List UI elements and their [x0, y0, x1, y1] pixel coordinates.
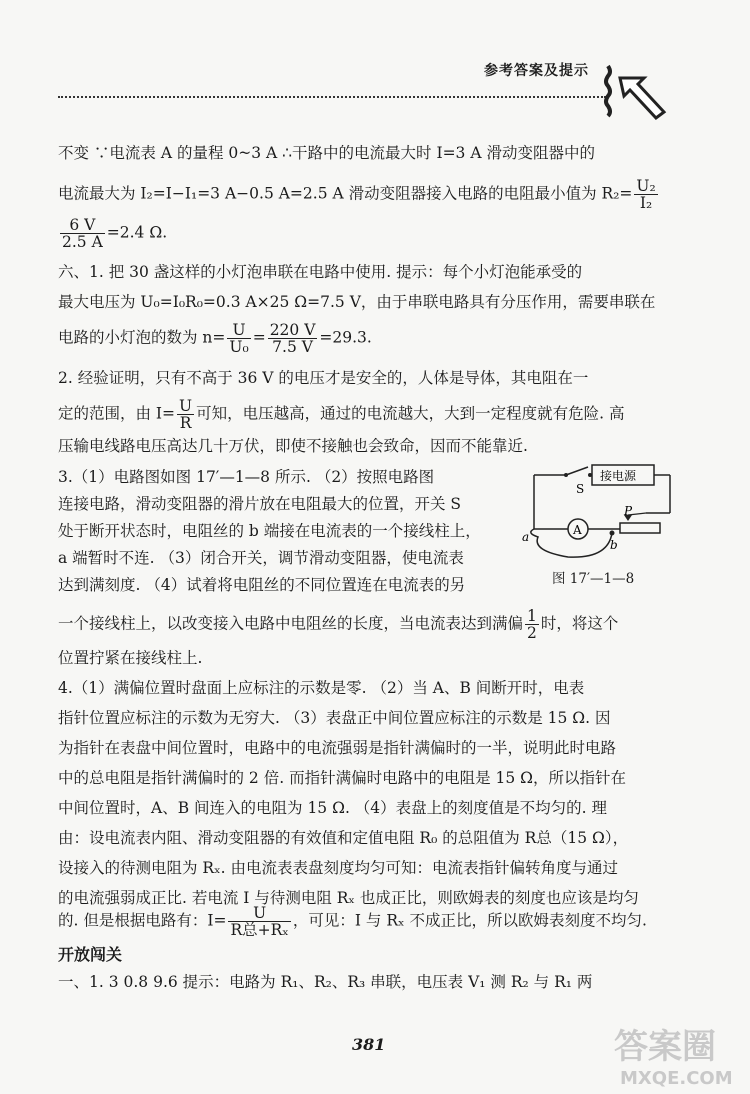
fraction: [525, 608, 539, 641]
text-line: 2. 经验证明，只有不高于 36 V 的电压才是安全的，人体是导体，其电阻在一: [58, 369, 589, 387]
fraction-num: U: [179, 397, 193, 415]
text-segment: 的. 但是根据电路有：I=: [58, 911, 227, 930]
fraction-den: R总+Rₓ: [230, 921, 289, 939]
text-line: [58, 905, 688, 938]
text-line: 由：设电流表内阻、滑动变阻器的有效值和定值电阻 R₀ 的总阻值为 R总（15 Ω），: [58, 829, 629, 847]
fraction-num: U: [228, 905, 290, 922]
header-title: 参考答案及提示: [484, 63, 589, 79]
text-segment: 电路的小灯泡的数为 n=: [58, 328, 226, 347]
text-segment: 时，将这个: [540, 614, 619, 633]
text-line: [58, 178, 688, 211]
watermark-logo: [606, 1020, 736, 1090]
fraction-num: 6 V: [60, 217, 105, 234]
text-line: 中间位置时，A、B 间连入的电阻为 15 Ω. （4）表盘上的刻度值是不均匀的. 理: [58, 799, 608, 817]
text-segment: 电流最大为 I₂=I−I₁=3 A−0.5 A=2.5 A 滑动变阻器接入电路的电阻最小值为 R₂=: [58, 184, 633, 203]
page-number: 381: [352, 1035, 386, 1054]
fraction: [634, 178, 657, 211]
power-source-label: 接电源: [600, 469, 637, 483]
text-segment: 可知，电压越高，通过的电流越大，大到一定程度就有危险. 高: [196, 404, 625, 423]
fraction-num: 1: [527, 607, 537, 625]
text-line: 位置拧紧在接线柱上.: [58, 649, 203, 667]
fraction-num: 220 V: [269, 321, 316, 339]
terminal-b-label: b: [610, 538, 618, 552]
fraction-num: U: [227, 322, 250, 339]
fraction-den: U₀: [229, 338, 249, 356]
text-segment: 一个接线柱上，以改变接入电路中电阻丝的长度，当电流表达到满偏: [58, 614, 524, 633]
figure-caption: 图 17′—1—8: [552, 571, 635, 587]
resistance-wire: [531, 529, 612, 557]
text-line: 最大电压为 U₀=I₀R₀=0.3 A×25 Ω=7.5 V，由于串联电路具有分压作用，需要串联在: [58, 293, 656, 311]
text-line: [58, 608, 688, 641]
text-line: 压输电线路电压高达几十万伏，即使不接触也会致命，因而不能靠近.: [58, 437, 528, 455]
text-line: 一、1. 3 0.8 9.6 提示：电路为 R₁、R₂、R₃ 串联，电压表 V₁ 测 R₂ 与 R₁ 两: [58, 973, 593, 991]
fraction: [268, 322, 318, 355]
terminal-a-label: a: [522, 530, 530, 544]
page-header: [0, 0, 750, 120]
text-segment: =29.3.: [319, 328, 372, 347]
text-segment: 定的范围，由 I=: [58, 404, 176, 423]
text-line: a 端暂时不连. （3）闭合开关，调节滑动变阻器，使电流表: [58, 549, 464, 567]
circuit-diagram: [520, 463, 680, 563]
section-title: 开放闯关: [58, 945, 123, 964]
text-line: 电路的小灯泡的数为 n= $\frac{U}{\text{U₀}}$ = $\frac{220 V}{7.5 V}$ =29.3.: [58, 321, 372, 356]
rheostat: [620, 523, 660, 533]
fraction-den: 7.5 V: [272, 338, 313, 356]
text-line: 达到满刻度. （4）试着将电阻丝的不同位置连在电流表的另: [58, 576, 466, 594]
text-line: 六、1. 把 30 盏这样的小灯泡串联在电路中使用. 提示：每个小灯泡能承受的: [58, 263, 583, 281]
text-line: [58, 217, 688, 250]
fraction: [177, 398, 194, 431]
text-line: 指针位置应标注的示数为无穷大. （3）表盘正中间位置应标注的示数是 15 Ω. 因: [58, 709, 611, 727]
text-line: 中的总电阻是指针满偏时的 2 倍. 而指针满偏时电路中的电阻是 15 Ω，所以指针在: [58, 769, 627, 787]
fraction-den: 2.5 A: [62, 233, 103, 251]
switch-icon: [566, 467, 588, 475]
fraction: [228, 905, 290, 938]
text-segment: =2.4 Ω.: [106, 223, 168, 242]
fraction: [60, 217, 105, 250]
fraction-den: R: [179, 414, 192, 432]
fraction-num: U₂: [636, 177, 656, 195]
text-line: 不变 ∵电流表 A 的量程 0~3 A ∴干路中的电流最大时 I=3 A 滑动变阻器中的: [58, 144, 595, 162]
fraction: [227, 322, 250, 355]
text-line: 4.（1）满偏位置时盘面上应标注的示数是零. （2）当 A、B 间断开时，电表: [58, 679, 585, 697]
watermark-text: 答案圈: [614, 1027, 716, 1067]
text-line: 连接电路，滑动变阻器的滑片放在电阻最大的位置，开关 S: [58, 495, 462, 513]
text-segment: 的电流强弱成正比. 若电流 I 与待测电阻 Rₓ 也成正比，则欧姆表的刻度也应该是均匀: [58, 889, 639, 907]
fraction-den: I₂: [639, 194, 653, 212]
text-line: 3.（1）电路图如图 17′—1—8 所示. （2）按照电路图: [58, 468, 435, 486]
text-line: 为指针在表盘中间位置时，电路中的电流强弱是指针满偏时的一半，说明此时电路: [58, 739, 617, 757]
header-divider: [58, 96, 606, 98]
slider-label: P: [624, 504, 633, 518]
text-line: 处于断开状态时，电阻丝的 b 端接在电流表的一个接线柱上，: [58, 522, 481, 540]
switch-label: S: [576, 482, 585, 496]
fraction-den: 2: [527, 624, 537, 642]
text-line: [58, 398, 688, 431]
ammeter-label: A: [573, 523, 582, 537]
watermark-url: MXQE.COM: [620, 1068, 733, 1089]
text-segment: ，可见：I 与 Rₓ 不成正比，所以欧姆表刻度不均匀.: [292, 911, 647, 930]
text-line: 设接入的待测电阻为 Rₓ. 由电流表表盘刻度均匀可知：电流表指针偏转角度与通过: [58, 859, 619, 877]
arrow-icon: [600, 62, 670, 122]
